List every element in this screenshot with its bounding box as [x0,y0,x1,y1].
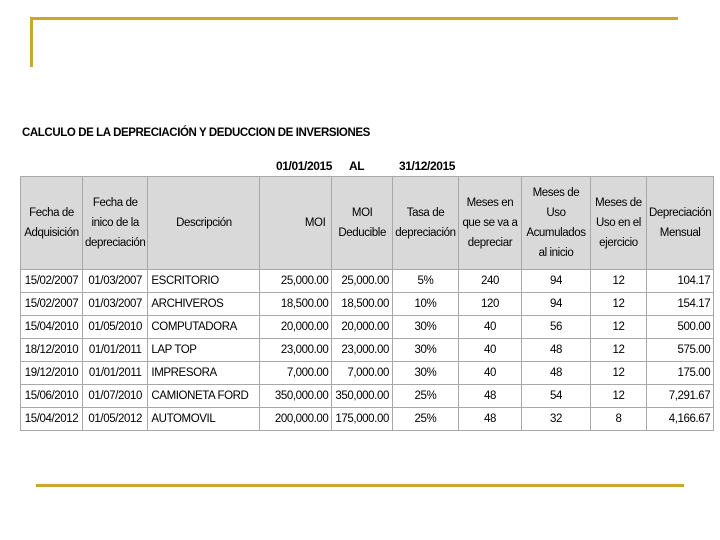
col-header-meses-ejercicio: Meses de Uso en el ejercicio [590,177,646,270]
cell-descripcion: ARCHIVEROS [148,293,260,316]
cell-meses-depreciar: 40 [458,339,521,362]
cell-moi: 18,500.00 [260,293,332,316]
table-row [21,339,714,362]
cell-fecha-inicio: 01/03/2007 [83,270,148,293]
cell-fecha-adquisicion: 18/12/2010 [21,339,83,362]
cell-depreciacion-mensual: 575.00 [646,339,713,362]
cell-tasa: 25% [392,408,458,431]
col-header-tasa: Tasa de depreciación [392,177,458,270]
col-header-moi-deducible: MOI Deducible [332,177,393,270]
top-accent-line [30,17,678,20]
cell-meses-acumulados: 54 [521,385,590,408]
cell-moi: 7,000.00 [260,362,332,385]
table-row [21,293,714,316]
cell-meses-depreciar: 40 [458,362,521,385]
cell-moi: 200,000.00 [260,408,332,431]
cell-meses-acumulados: 94 [521,293,590,316]
period-separator: AL [349,159,365,173]
cell-meses-ejercicio: 12 [590,270,646,293]
cell-fecha-adquisicion: 15/04/2012 [21,408,83,431]
period-start: 01/01/2015 [276,159,333,173]
left-accent-line [30,17,33,67]
cell-descripcion: CAMIONETA FORD [148,385,260,408]
cell-meses-acumulados: 48 [521,362,590,385]
col-header-depreciacion-mensual: Depreciación Mensual [646,177,713,270]
cell-depreciacion-mensual: 175.00 [646,362,713,385]
col-header-fecha-inicio: Fecha de inico de la depreciación [83,177,148,270]
cell-fecha-inicio: 01/05/2010 [83,316,148,339]
bottom-accent-line [36,484,684,487]
document-title: CALCULO DE LA DEPRECIACIÓN Y DEDUCCION DE INVERSIONES [22,127,370,139]
cell-tasa: 25% [392,385,458,408]
col-header-meses-depreciar: Meses en que se va a depreciar [458,177,521,270]
cell-fecha-inicio: 01/07/2010 [83,385,148,408]
table-header-row [21,177,714,270]
table-row [21,385,714,408]
cell-depreciacion-mensual: 4,166.67 [646,408,713,431]
cell-descripcion: ESCRITORIO [148,270,260,293]
cell-fecha-inicio: 01/03/2007 [83,293,148,316]
cell-moi-deducible: 7,000.00 [332,362,393,385]
cell-descripcion: IMPRESORA [148,362,260,385]
col-header-moi: MOI [260,177,332,270]
table-row [21,270,714,293]
cell-moi-deducible: 23,000.00 [332,339,393,362]
cell-meses-acumulados: 94 [521,270,590,293]
cell-moi-deducible: 25,000.00 [332,270,393,293]
cell-moi-deducible: 18,500.00 [332,293,393,316]
cell-moi: 23,000.00 [260,339,332,362]
cell-depreciacion-mensual: 7,291.67 [646,385,713,408]
cell-descripcion: AUTOMOVIL [148,408,260,431]
cell-meses-ejercicio: 12 [590,316,646,339]
cell-depreciacion-mensual: 154.17 [646,293,713,316]
col-header-meses-acumulados: Meses de Uso Acumulados al inicio [521,177,590,270]
table-row [21,362,714,385]
depreciation-table [20,176,714,431]
cell-meses-ejercicio: 12 [590,362,646,385]
cell-descripcion: COMPUTADORA [148,316,260,339]
cell-meses-ejercicio: 12 [590,339,646,362]
cell-meses-ejercicio: 12 [590,385,646,408]
cell-fecha-adquisicion: 15/02/2007 [21,270,83,293]
table-row [21,316,714,339]
cell-moi-deducible: 350,000.00 [332,385,393,408]
cell-descripcion: LAP TOP [148,339,260,362]
cell-fecha-adquisicion: 19/12/2010 [21,362,83,385]
period-end: 31/12/2015 [399,159,456,173]
cell-meses-acumulados: 48 [521,339,590,362]
cell-meses-depreciar: 48 [458,408,521,431]
cell-fecha-adquisicion: 15/06/2010 [21,385,83,408]
cell-meses-depreciar: 48 [458,385,521,408]
cell-tasa: 30% [392,362,458,385]
cell-depreciacion-mensual: 104.17 [646,270,713,293]
cell-meses-ejercicio: 12 [590,293,646,316]
cell-fecha-adquisicion: 15/02/2007 [21,293,83,316]
col-header-descripcion: Descripción [148,177,260,270]
cell-moi: 25,000.00 [260,270,332,293]
cell-meses-acumulados: 32 [521,408,590,431]
cell-meses-depreciar: 240 [458,270,521,293]
cell-fecha-inicio: 01/01/2011 [83,339,148,362]
cell-moi-deducible: 20,000.00 [332,316,393,339]
cell-meses-acumulados: 56 [521,316,590,339]
col-header-fecha-adquisicion: Fecha de Adquisición [21,177,83,270]
cell-fecha-inicio: 01/01/2011 [83,362,148,385]
cell-meses-ejercicio: 8 [590,408,646,431]
cell-tasa: 10% [392,293,458,316]
cell-meses-depreciar: 40 [458,316,521,339]
table-row [21,408,714,431]
cell-tasa: 30% [392,316,458,339]
cell-meses-depreciar: 120 [458,293,521,316]
cell-fecha-adquisicion: 15/04/2010 [21,316,83,339]
cell-depreciacion-mensual: 500.00 [646,316,713,339]
cell-moi: 20,000.00 [260,316,332,339]
cell-moi-deducible: 175,000.00 [332,408,393,431]
cell-fecha-inicio: 01/05/2012 [83,408,148,431]
cell-moi: 350,000.00 [260,385,332,408]
cell-tasa: 5% [392,270,458,293]
cell-tasa: 30% [392,339,458,362]
